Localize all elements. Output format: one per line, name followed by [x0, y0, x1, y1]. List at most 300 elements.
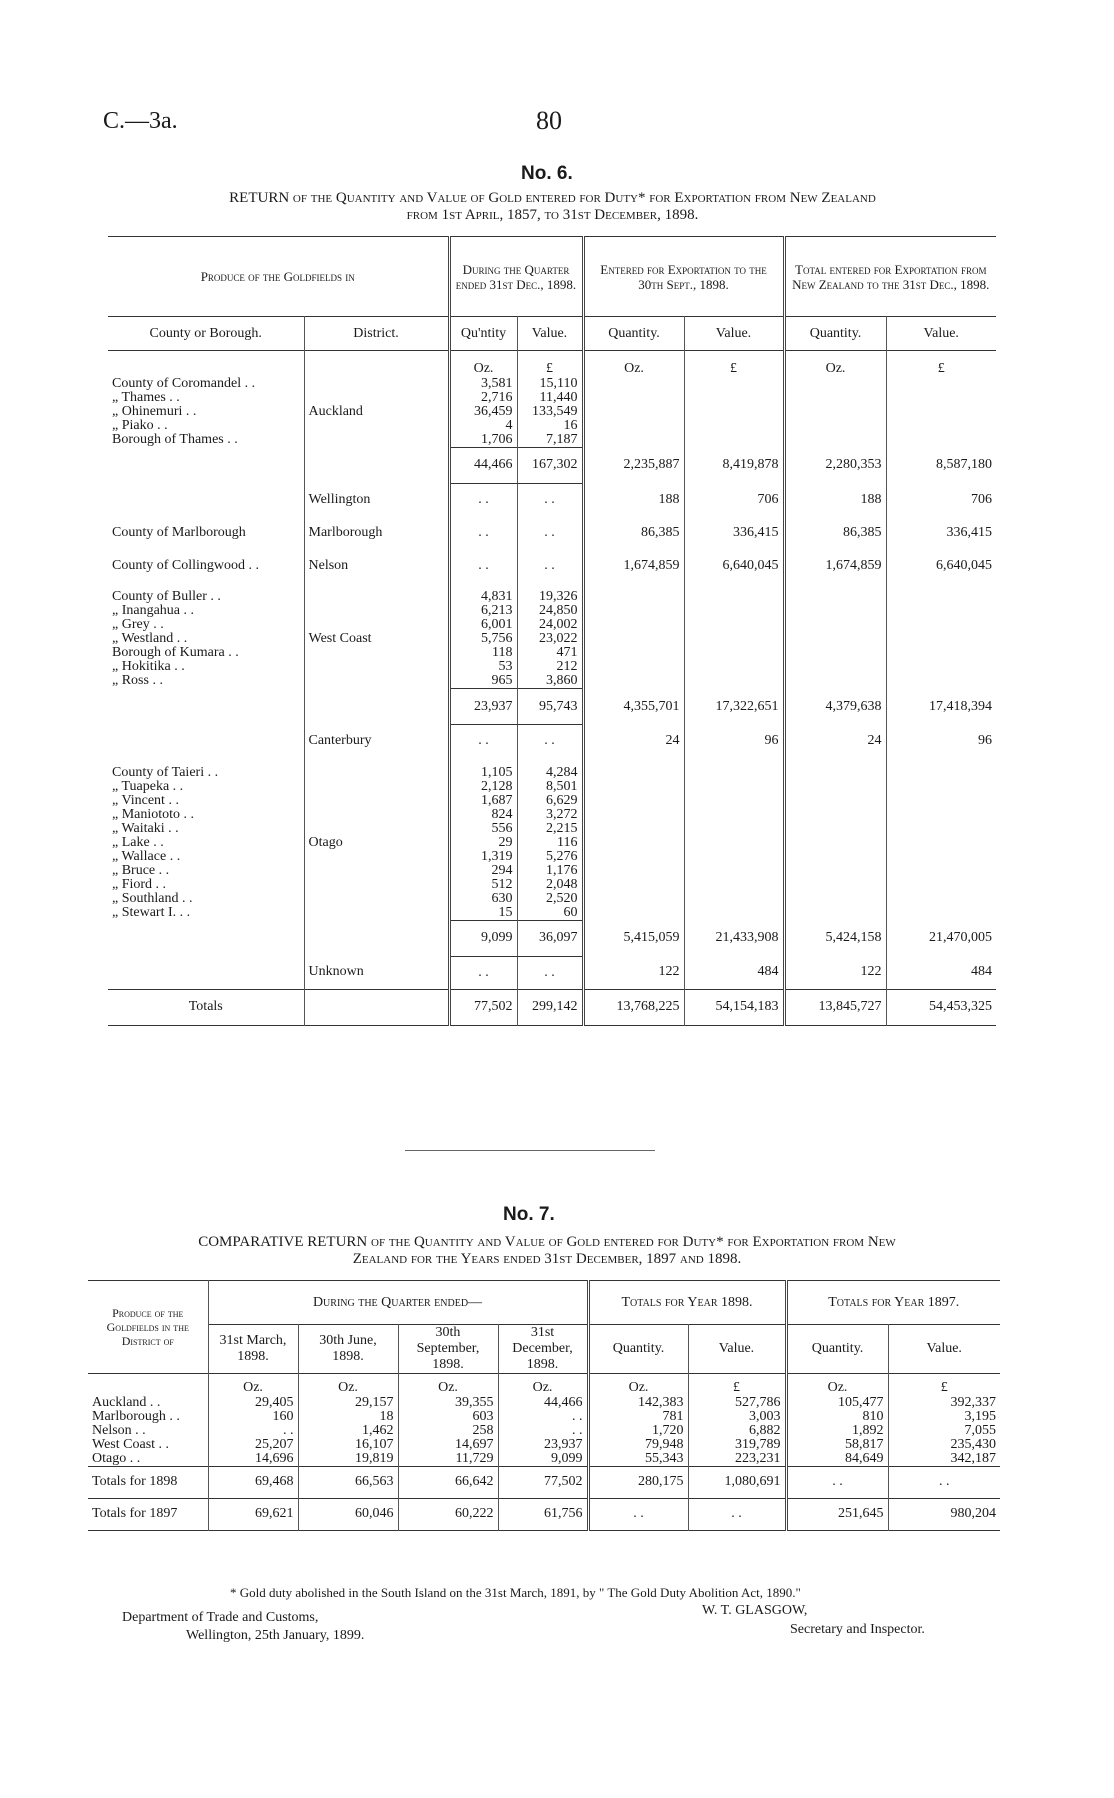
table6-caption-line2: from 1st April, 1857, to 31st December, 1898.: [406, 207, 699, 223]
table7-row: [88, 1452, 1000, 1467]
table6-county-cell: „ Thames . .: [112, 389, 180, 405]
table6-row: [108, 405, 996, 419]
table7-total-cell: 1,080,691: [688, 1466, 786, 1498]
table6-head-district: District.: [304, 317, 449, 351]
table6-empty-cell: [886, 391, 996, 405]
table6-district-cell: [304, 822, 449, 836]
table6-empty-cell: [784, 660, 886, 674]
table7-value-cell: 392,337: [888, 1396, 1000, 1410]
table6-unit-cell: Oz.: [784, 351, 886, 377]
table6-empty-cell: [784, 391, 886, 405]
table6-value-cell: 188: [784, 483, 886, 516]
table6-district-cell: [304, 590, 449, 604]
table6-row: [108, 646, 996, 660]
table6-empty-cell: [684, 377, 784, 391]
table7-unit-cell: £: [888, 1374, 1000, 1396]
table7-total-cell: . .: [688, 1498, 786, 1530]
table6-unit-cell: [108, 351, 304, 377]
table6-value-cell: 86,385: [784, 516, 886, 549]
table7-value-cell: 342,187: [888, 1452, 1000, 1467]
table6-row: [108, 836, 996, 850]
table6-empty-cell: [583, 836, 684, 850]
table6-value-cell: 5,276: [517, 850, 583, 864]
table6-value-cell: 1,674,859: [583, 549, 684, 582]
table6-empty-cell: [784, 433, 886, 448]
table6-empty-cell: [784, 646, 886, 660]
table6-empty-cell: [886, 836, 996, 850]
table7-value-cell: 58,817: [786, 1438, 888, 1452]
table6-empty-cell: [886, 433, 996, 448]
table6-caption: [100, 190, 1005, 224]
table6-empty-cell: [886, 808, 996, 822]
table7-total-cell: 69,621: [208, 1498, 298, 1530]
table7-value-cell: . .: [498, 1410, 588, 1424]
table6-district-cell: [304, 850, 449, 864]
table6-subtotal-cell: 17,322,651: [684, 689, 784, 725]
table6-value-cell: 336,415: [684, 516, 784, 549]
table6-empty-cell: [684, 906, 784, 921]
table6-empty-cell: [886, 419, 996, 433]
table6-empty-cell: [886, 377, 996, 391]
table6-county-cell: County of Coromandel . .: [112, 375, 256, 391]
table6-value-cell: . .: [517, 956, 583, 989]
table6-county-cell: County of Taieri . .: [112, 764, 219, 780]
table6-county-cell: [108, 956, 304, 989]
table6-value-cell: 3,272: [517, 808, 583, 822]
table6-empty-cell: [583, 780, 684, 794]
table6-row: [108, 516, 996, 549]
table6-row: [108, 377, 996, 391]
table6-qty-cell: 3,581: [449, 377, 517, 391]
table6-head-value-2: Value.: [684, 317, 784, 351]
table6-row: [108, 780, 996, 794]
table6-empty-cell: [583, 674, 684, 689]
table6-empty-cell: [684, 780, 784, 794]
table6-totals-label: Totals: [188, 999, 223, 1014]
table7: [88, 1280, 1000, 1531]
table7-total-cell: 77,502: [498, 1466, 588, 1498]
table6-empty-cell: [684, 618, 784, 632]
table7-total-cell: . .: [888, 1466, 1000, 1498]
table6-subtotal-row: [108, 689, 996, 725]
table6-total-cell: 13,845,727: [784, 989, 886, 1025]
table6-value-cell: 19,326: [517, 590, 583, 604]
table7-value-cell: 16,107: [298, 1438, 398, 1452]
table6-value-cell: 706: [684, 483, 784, 516]
table6-total-cell: 13,768,225: [583, 989, 684, 1025]
table6-row: [108, 549, 996, 582]
table6-caption-line1: RETURN of the Quantity and Value of Gold entered for Duty* for Exportation from New Zealand: [229, 190, 876, 206]
table7-unit-cell: Oz.: [398, 1374, 498, 1396]
table7-unit-cell: [88, 1374, 208, 1396]
table7-units-row: [88, 1374, 1000, 1396]
table6-value-cell: 7,187: [517, 433, 583, 448]
table6-county-cell: „ Waitaki . .: [112, 820, 179, 836]
table7-value-cell: 9,099: [498, 1452, 588, 1467]
table6-empty-cell: [304, 582, 449, 590]
table6-row: [108, 674, 996, 689]
table7-head-value-98: Value.: [688, 1325, 786, 1374]
table6-district-cell: [304, 377, 449, 391]
table6-county-cell: County of Marlborough: [112, 524, 246, 540]
table6-empty-cell: [684, 758, 784, 766]
table6-district-cell: [304, 780, 449, 794]
table6-qty-cell: 294: [449, 864, 517, 878]
table6-value-cell: 133,549: [517, 405, 583, 419]
table6-row: [108, 878, 996, 892]
table7-row: [88, 1396, 1000, 1410]
table6-county-cell: „ Wallace . .: [112, 848, 181, 864]
table6-qty-cell: . .: [449, 956, 517, 989]
table6-county-cell: „ Southland . .: [112, 890, 193, 906]
table6-subtotal-cell: 5,415,059: [583, 920, 684, 956]
table7-value-cell: 3,195: [888, 1410, 1000, 1424]
table6-empty-cell: [886, 780, 996, 794]
footnote: * Gold duty abolished in the South Island on the 31st March, 1891, by " The Gold Duty Abolition Act, 1890.": [230, 1585, 801, 1600]
table6-subtotal-cell: 21,433,908: [684, 920, 784, 956]
table6-district-cell: [304, 674, 449, 689]
table7-caption: [88, 1234, 1006, 1268]
table6-empty-cell: [784, 377, 886, 391]
table7-value-cell: 55,343: [588, 1452, 688, 1467]
table6-county-cell: County of Buller . .: [112, 589, 221, 604]
table6-district-cell: [304, 864, 449, 878]
table6-unit-cell: [304, 351, 449, 377]
table6-qty-cell: 5,756: [449, 632, 517, 646]
table7-total-cell: . .: [588, 1498, 688, 1530]
table6-row: [108, 956, 996, 989]
table7-head-tot98: Totals for Year 1898.: [588, 1281, 786, 1325]
table6-row: [108, 850, 996, 864]
table6-district-cell: [304, 766, 449, 780]
table6-unit-cell: Oz.: [583, 351, 684, 377]
table6-empty-cell: [583, 864, 684, 878]
table6-qty-cell: 1,105: [449, 766, 517, 780]
table6-district-cell: [304, 618, 449, 632]
page-reference: C.—3a.: [103, 108, 178, 134]
table6-subtotal-cell: 9,099: [449, 920, 517, 956]
table7-value-cell: 14,696: [208, 1452, 298, 1467]
table7-head-quantity-98: Quantity.: [588, 1325, 688, 1374]
table7-value-cell: 44,466: [498, 1396, 588, 1410]
table6: [108, 236, 996, 1026]
table7-district-cell: West Coast . .: [92, 1436, 170, 1452]
table6-qty-cell: 15: [449, 906, 517, 921]
table6-empty-cell: [684, 808, 784, 822]
table7-caption-line1: COMPARATIVE RETURN of the Quantity and Value of Gold entered for Duty* for Exportation from New: [198, 1234, 896, 1250]
table7-value-cell: 142,383: [588, 1396, 688, 1410]
table6-value-cell: 2,215: [517, 822, 583, 836]
table6-empty-cell: [684, 836, 784, 850]
table6-head-value-3: Value.: [886, 317, 996, 351]
table6-county-cell: „ Stewart I. . .: [112, 904, 191, 920]
table6-row: [108, 618, 996, 632]
table6-subtotal-row: [108, 447, 996, 483]
table7-district-cell: Auckland . .: [92, 1394, 161, 1410]
table6-county-cell: „ Inangahua . .: [112, 603, 195, 618]
table6-head-entered: Entered for Exportation to the 30th Sept., 1898.: [583, 237, 784, 317]
table7-value-cell: 105,477: [786, 1396, 888, 1410]
table6-empty-cell: [583, 377, 684, 391]
table6-row: [108, 822, 996, 836]
table7-value-cell: 39,355: [398, 1396, 498, 1410]
table7-row: [88, 1438, 1000, 1452]
table6-empty-cell: [886, 632, 996, 646]
table6-empty-cell: [784, 906, 886, 921]
table6-value-cell: 23,022: [517, 632, 583, 646]
table7-value-cell: 29,405: [208, 1396, 298, 1410]
table7-totals-row: [88, 1498, 1000, 1530]
table6-row: [108, 808, 996, 822]
table6-qty-cell: . .: [449, 516, 517, 549]
table6-value-cell: . .: [517, 483, 583, 516]
table6-empty-cell: [784, 836, 886, 850]
table6-empty-cell: [886, 864, 996, 878]
table7-value-cell: 1,462: [298, 1424, 398, 1438]
table6-county-cell: „ Maniototo . .: [112, 806, 195, 822]
table7-value-cell: 7,055: [888, 1424, 1000, 1438]
table7-value-cell: 19,819: [298, 1452, 398, 1467]
table6-empty-cell: [886, 850, 996, 864]
table6-value-cell: 86,385: [583, 516, 684, 549]
table6-district-cell: [304, 646, 449, 660]
table7-value-cell: 79,948: [588, 1438, 688, 1452]
table6-empty-cell: [583, 618, 684, 632]
table6-district-cell: [304, 391, 449, 405]
table6-empty-cell: [784, 794, 886, 808]
table7-value-cell: 810: [786, 1410, 888, 1424]
table6-county-cell: County of Collingwood . .: [112, 557, 260, 573]
table6-total-cell: 54,453,325: [886, 989, 996, 1025]
table6-district-cell: Wellington: [304, 483, 449, 516]
table6-county-cell: „ Piako . .: [112, 417, 168, 433]
table7-total-cell: 980,204: [888, 1498, 1000, 1530]
table6-row: [108, 391, 996, 405]
table6-empty-cell: [886, 674, 996, 689]
table7-value-cell: 6,882: [688, 1424, 786, 1438]
table6-empty-cell: [684, 864, 784, 878]
table6-empty-cell: [304, 689, 449, 725]
table6-empty-cell: [583, 906, 684, 921]
table7-total-cell: 61,756: [498, 1498, 588, 1530]
table6-value-cell: . .: [517, 725, 583, 758]
table6-empty-cell: [583, 646, 684, 660]
table6-empty-cell: [784, 766, 886, 780]
table6-unit-cell: Oz.: [449, 351, 517, 377]
table6-subtotal-cell: 8,419,878: [684, 447, 784, 483]
table6-empty-cell: [784, 405, 886, 419]
table7-value-cell: 25,207: [208, 1438, 298, 1452]
table6-county-cell: [108, 725, 304, 758]
table6-district-cell: [304, 878, 449, 892]
table6-county-cell: „ Lake . .: [112, 834, 164, 850]
table7-number: No. 7.: [503, 1204, 555, 1225]
table6-subtotal-cell: 5,424,158: [784, 920, 886, 956]
table6-empty-cell: [784, 780, 886, 794]
table7-unit-cell: Oz.: [208, 1374, 298, 1396]
table6-value-cell: 212: [517, 660, 583, 674]
table6-qty-cell: 4: [449, 419, 517, 433]
table6-subtotal-cell: 2,235,887: [583, 447, 684, 483]
table6-county-cell: „ Hokitika . .: [112, 659, 185, 674]
table6-empty-cell: [108, 447, 304, 483]
table6-empty-cell: [684, 632, 784, 646]
table6-value-cell: 706: [886, 483, 996, 516]
table7-totals-label: Totals for 1897: [92, 1506, 178, 1521]
signature-name: W. T. GLASGOW,: [702, 1603, 808, 1618]
table6-county-cell: „ Tuapeka . .: [112, 778, 184, 794]
table7-value-cell: 258: [398, 1424, 498, 1438]
table6-value-cell: 3,860: [517, 674, 583, 689]
table6-total-cell: 77,502: [449, 989, 517, 1025]
table7-head-q1: 31st March, 1898.: [208, 1325, 298, 1374]
table6-empty-cell: [886, 646, 996, 660]
table7-district-cell: Otago . .: [92, 1450, 141, 1466]
table7-value-cell: 160: [208, 1410, 298, 1424]
table6-qty-cell: 6,213: [449, 604, 517, 618]
table6-empty-cell: [784, 674, 886, 689]
table7-value-cell: . .: [498, 1424, 588, 1438]
table6-empty-cell: [684, 822, 784, 836]
table6-value-cell: 8,501: [517, 780, 583, 794]
table6-empty-cell: [784, 822, 886, 836]
table7-head-q4: 31st December, 1898.: [498, 1325, 588, 1374]
table6-empty-cell: [304, 920, 449, 956]
table7-head-produce: Produce of the Goldfields in the District of: [106, 1306, 189, 1348]
table6-value-cell: 24,002: [517, 618, 583, 632]
table7-unit-cell: Oz.: [498, 1374, 588, 1396]
table6-value-cell: 6,629: [517, 794, 583, 808]
table7-total-cell: 251,645: [786, 1498, 888, 1530]
table6-empty-cell: [784, 758, 886, 766]
table6-empty-cell: [684, 850, 784, 864]
table6-head-during: During the Quarter ended 31st Dec., 1898.: [449, 237, 583, 317]
table6-empty-cell: [684, 646, 784, 660]
table6-subtotal-cell: 17,418,394: [886, 689, 996, 725]
table6-empty-cell: [583, 822, 684, 836]
table6-units-row: [108, 351, 996, 377]
table6-empty-cell: [583, 766, 684, 780]
table6-empty-cell: [583, 590, 684, 604]
table6-empty-cell: [583, 794, 684, 808]
table6-value-cell: 6,640,045: [886, 549, 996, 582]
table6-empty-cell: [886, 822, 996, 836]
table7-total-cell: 66,642: [398, 1466, 498, 1498]
table7-value-cell: 235,430: [888, 1438, 1000, 1452]
table7-unit-cell: £: [688, 1374, 786, 1396]
table6-empty-cell: [583, 892, 684, 906]
table6-qty-cell: . .: [449, 483, 517, 516]
table6-head-quantity-2: Quantity.: [583, 317, 684, 351]
table6-qty-cell: . .: [449, 549, 517, 582]
table6-value-cell: 16: [517, 419, 583, 433]
table7-row: [88, 1410, 1000, 1424]
table6-district-cell: [304, 794, 449, 808]
table6-county-cell: Borough of Kumara . .: [112, 645, 239, 660]
table6-head-value-1: Value.: [517, 317, 583, 351]
table7-totals-row: [88, 1466, 1000, 1498]
table6-subtotal-cell: 4,379,638: [784, 689, 886, 725]
table6-empty-cell: [583, 433, 684, 448]
table6-value-cell: . .: [517, 549, 583, 582]
table6-qty-cell: 2,716: [449, 391, 517, 405]
table6-county-cell: „ Westland . .: [112, 631, 188, 646]
table7-head-q2: 30th June, 1898.: [298, 1325, 398, 1374]
table6-empty-cell: [304, 447, 449, 483]
table6-qty-cell: 556: [449, 822, 517, 836]
table6-row: [108, 892, 996, 906]
table6-empty-cell: [784, 582, 886, 590]
table7-body: [88, 1374, 1000, 1531]
table7-value-cell: 1,720: [588, 1424, 688, 1438]
table6-district-cell: Auckland: [304, 405, 449, 419]
table6-empty-cell: [684, 582, 784, 590]
table7-value-cell: 319,789: [688, 1438, 786, 1452]
table6-subtotal-cell: 8,587,180: [886, 447, 996, 483]
table6-empty-cell: [108, 920, 304, 956]
table6-empty-cell: [784, 892, 886, 906]
table6-grid: [108, 236, 996, 1026]
table6-row: [108, 483, 996, 516]
table6-qty-cell: 2,128: [449, 780, 517, 794]
department-date: Wellington, 25th January, 1899.: [186, 1628, 365, 1643]
table6-empty-cell: [583, 850, 684, 864]
table6-empty-cell: [583, 808, 684, 822]
table6-county-cell: Borough of Thames . .: [112, 431, 238, 447]
table6-qty-cell: 630: [449, 892, 517, 906]
table6-empty-cell: [784, 618, 886, 632]
table6-value-cell: 24: [583, 725, 684, 758]
table7-total-cell: 69,468: [208, 1466, 298, 1498]
table6-empty-cell: [684, 878, 784, 892]
table7-value-cell: 223,231: [688, 1452, 786, 1467]
table6-qty-cell: 824: [449, 808, 517, 822]
table6-county-cell: „ Bruce . .: [112, 862, 170, 878]
table6-empty-cell: [684, 660, 784, 674]
table6-district-cell: Nelson: [304, 549, 449, 582]
table6-qty-cell: 29: [449, 836, 517, 850]
table7-total-cell: . .: [786, 1466, 888, 1498]
table6-head-produce: Produce of the Goldfields in: [200, 268, 355, 284]
table6-empty-cell: [583, 419, 684, 433]
department-line: Department of Trade and Customs,: [122, 1610, 319, 1625]
page-number: 80: [536, 106, 562, 135]
table6-value-cell: 11,440: [517, 391, 583, 405]
table6-empty-cell: [684, 405, 784, 419]
table7-head-tot97: Totals for Year 1897.: [786, 1281, 1000, 1325]
table6-empty-cell: [784, 632, 886, 646]
table6-district-cell: [304, 433, 449, 448]
table6-empty-cell: [583, 604, 684, 618]
table7-value-cell: 18: [298, 1410, 398, 1424]
table7-unit-cell: Oz.: [588, 1374, 688, 1396]
table6-number: No. 6.: [521, 163, 573, 184]
table6-value-cell: 484: [886, 956, 996, 989]
table6-head-qty-short: Qu'ntity: [449, 317, 517, 351]
table6-empty-cell: [784, 419, 886, 433]
table6-value-cell: 188: [583, 483, 684, 516]
table7-value-cell: 84,649: [786, 1452, 888, 1467]
table6-county-cell: „ Grey . .: [112, 617, 164, 632]
table6-qty-cell: . .: [449, 725, 517, 758]
table6-row: [108, 632, 996, 646]
table6-empty-cell: [886, 794, 996, 808]
table7-value-cell: 23,937: [498, 1438, 588, 1452]
table6-empty-cell: [886, 590, 996, 604]
table6-district-cell: [304, 906, 449, 921]
table6-district-cell: Unknown: [304, 956, 449, 989]
table6-county-cell: „ Fiord . .: [112, 876, 167, 892]
